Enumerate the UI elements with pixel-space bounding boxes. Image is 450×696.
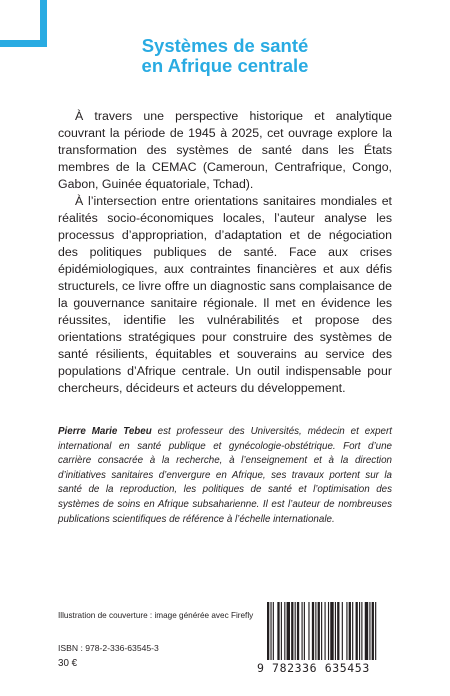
barcode-bar: [318, 602, 320, 660]
barcode-bar: [325, 602, 326, 660]
barcode-bar: [312, 602, 314, 660]
barcode-digits: 9 782336 635453: [257, 661, 370, 675]
barcode-bar: [346, 602, 347, 660]
title-line-2: en Afrique centrale: [141, 55, 309, 76]
barcode-bar: [287, 602, 290, 660]
barcode-bar: [315, 602, 316, 660]
book-summary: [58, 108, 392, 397]
barcode-bar: [304, 602, 305, 660]
barcode-bar: [330, 602, 333, 660]
barcode-bar: [273, 602, 274, 660]
author-bio-text: est professeur des Universités, médecin et expert international en santé publique et gynécologie-obstétrique. Fort d’une carrière consacrée à la recherche, à l’enseignement et à la direction d’initiatives sanitaires d’envergure en Afrique, ses travaux portent sur la santé de la reproduction, les politiques de santé et l’optimisation des systèmes de soins en Afrique subsaharienne. Il est l’auteur de nombreuses publications scientifiques de référence à l’échelle internationale.: [58, 426, 392, 525]
barcode-bar: [291, 602, 293, 660]
author-bio: [58, 425, 392, 527]
barcode-bar: [295, 602, 296, 660]
barcode-bar: [352, 602, 353, 660]
isbn-text: ISBN : 978-2-336-63545-3: [58, 643, 159, 653]
barcode-bar: [297, 602, 299, 660]
illustration-credit: Illustration de couverture : image générée avec Firefly: [58, 611, 254, 620]
book-title: [0, 36, 450, 76]
price-text: 30 €: [58, 658, 78, 669]
barcode-bar: [337, 602, 339, 660]
barcode-bar: [270, 602, 271, 660]
barcode-bar: [302, 602, 303, 660]
title-line-1: Systèmes de santé: [141, 35, 309, 56]
barcode-bar: [365, 602, 368, 660]
barcode-bar: [267, 602, 269, 660]
barcode-bar: [349, 602, 351, 660]
barcode-bar: [328, 602, 329, 660]
barcode-bar: [321, 602, 322, 660]
summary-paragraph-2: À l’intersection entre orientations sanitaires mondiales et réalités socio-économiques locales, l’auteur analyse les processus d’appropriation, d’adaptation et de négociation des politiques publiques de santé. Face aux crises épidémiologiques, aux contraintes financières et aux défis structurels, ce livre offre un diagnostic sans complaisance de la gouvernance sanitaire régionale. Il met en évidence les réussites, identifie les vulnérabilités et propose des orientations stratégiques pour construire des systèmes de santé résilients, équitables et souverains au service des populations d’Afrique centrale. Un outil indispensable pour chercheurs, décideurs et acteurs du développement.: [58, 194, 392, 395]
barcode-bar: [372, 602, 374, 660]
barcode-bar: [284, 602, 285, 660]
barcode-bar: [359, 602, 360, 660]
barcode-bar: [369, 602, 370, 660]
barcode-bar: [361, 602, 362, 660]
barcode-bar: [335, 602, 336, 660]
barcode-bar: [356, 602, 358, 660]
barcode-bar: [281, 602, 282, 660]
summary-paragraph-1: À travers une perspective historique et analytique couvrant la période de 1945 à 2025, cet ouvrage explore la transformation des systèmes de santé dans les États membres de la CEMAC (Cameroun, Centrafrique, Congo, Gabon, Guinée équatoriale, Tchad).: [58, 109, 392, 191]
barcode: [257, 602, 395, 682]
barcode-bars: [257, 602, 395, 662]
barcode-bar: [277, 602, 279, 660]
barcode-bar: [308, 602, 309, 660]
author-name: Pierre Marie Tebeu: [58, 426, 152, 437]
barcode-bar: [375, 602, 376, 660]
barcode-bar: [342, 602, 343, 660]
